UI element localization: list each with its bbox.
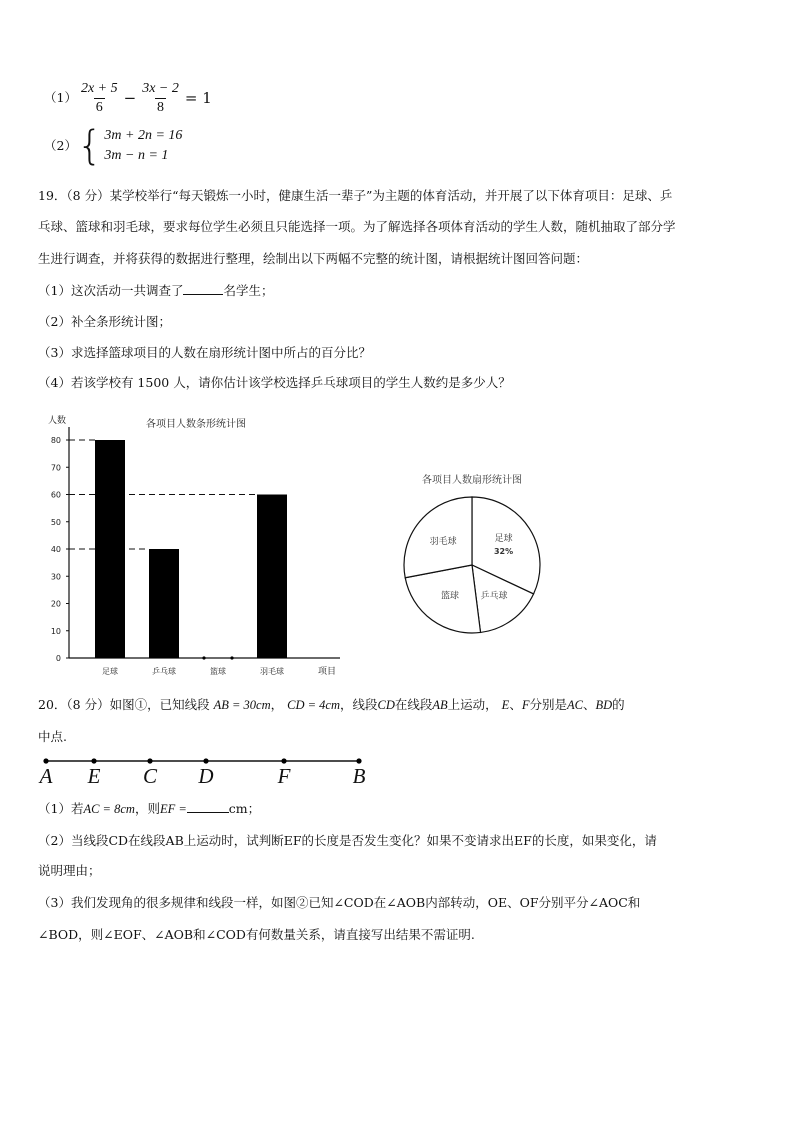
point-label: A [39,764,53,788]
system-equation-2: 3m − n = 1 [104,148,169,163]
equation-system [104,126,182,166]
q20-stem-line-1 [38,696,625,714]
q19-sub-question-2: （2）补全条形统计图； [38,314,171,329]
point-dot [147,758,152,763]
q19-stem-line-1: 19．（8 分）某学校举行“每天锻炼一小时，健康生活一辈子”为主题的体育活动，并开展了以下体育项目：足球、乒 [38,188,673,203]
segment-bd: BD [595,698,613,712]
q19-stem-line-3: 生进行调查，并将获得的数据进行整理，绘制出以下两幅不完整的统计图，请根据统计图回答问题： [38,251,589,266]
minus-sign: − [123,89,137,107]
pie-label: 乒乓球 [480,591,508,602]
y-tick-label: 10 [50,626,61,636]
point-label: D [198,764,214,788]
answer-blank[interactable] [183,282,223,295]
point-e: E [501,698,510,712]
y-tick-label: 0 [55,654,61,663]
point-label: F [277,764,291,788]
q18-fraction-1 [79,80,120,117]
q18-part1 [44,78,212,118]
fraction-1-numerator: 2x + 5 [80,80,118,96]
q20-sub1-unit: cm； [228,801,261,816]
q20-in-segment: 在线段 [394,697,433,712]
pie-label: 足球 [494,533,513,544]
bar-chart-title: 各项目人数条形统计图 [146,419,246,430]
q20-stem-mid: ，线段 [339,697,378,712]
q20-separator: ， [270,697,284,712]
q19-stem-line-2: 乓球、篮球和羽毛球，要求每位学生必须且只能选择一项。为了解选择各项体育活动的学生人数，随机抽取了部分学 [38,219,676,234]
y-tick-label: 60 [50,490,61,500]
q18-p2-label: （2） [44,138,77,153]
q20-stem-prefix: 20．（8 分）如图①，已知线段 [38,697,210,712]
pie-label: 羽毛球 [429,537,457,548]
q20-sub-question-3-line-1: （3）我们发现角的很多规律和线段一样，如图②已知∠COD在∠AOB内部转动，OE、OF分别平分∠AOC和 [38,895,641,910]
point-dot [203,758,208,763]
system-brace: { [76,123,103,169]
ac-given: AC = 8cm [83,802,135,816]
bar [95,440,125,658]
bar-chart [36,405,356,680]
y-tick-label: 20 [50,599,61,609]
point-label: C [142,764,158,788]
pie-chart-slices [404,497,540,633]
segment-ac: AC [566,698,583,712]
bar [149,549,179,658]
bar [257,495,287,659]
q20-sub-question-2-line-1: （2）当线段CD在线段AB上运动时，试判断EF的长度是否发生变化？如果不变请求出EF的长度，如果变化，请 [38,833,657,848]
q20-sub-question-2-line-2: 说明理由； [38,863,101,878]
bar-chart-y-axis-label: 人数 [48,416,67,426]
point-dot [91,758,96,763]
y-tick-label: 80 [50,436,61,445]
q20-de: 的 [612,697,625,712]
bar-empty-marker [202,656,205,659]
point-dot [356,758,361,763]
q19-sub-question-1 [38,282,273,300]
q18-fraction-2 [140,80,181,117]
fraction-2-denominator: 8 [157,99,165,115]
q19-sub-question-3: （3）求选择篮球项目的人数在扇形统计图中所占的百分比？ [38,345,371,360]
point-label: B [352,764,366,788]
q20-dun-1: 、 [509,697,522,712]
segment-figure [34,752,374,792]
fraction-2-numerator: 3x − 2 [142,80,179,96]
q20-sub-question-3-line-2: ∠BOD，则∠EOF、∠AOB和∠COD有何数量关系，请直接写出结果不需证明. [38,927,475,942]
category-label: 篮球 [210,667,226,676]
point-dot [281,758,286,763]
q20-sub-question-1 [38,800,260,818]
pie-chart-title: 各项目人数扇形统计图 [422,475,522,486]
q20-sub1-mid: ，则 [134,801,160,816]
category-label: 足球 [102,667,118,676]
category-label: 羽毛球 [260,667,284,676]
segment-points [38,758,366,788]
pie-percent-label: 32% [493,546,514,556]
segment-cd: CD [377,698,395,712]
bar-chart-y-ticks [51,436,69,663]
q20-dun-2: 、 [582,697,596,712]
pie-label: 篮球 [441,591,460,602]
category-label: 乒乓球 [152,667,176,676]
q20-sub1-prefix: （1）若 [38,801,84,816]
q19-sub1-prefix: （1）这次活动一共调查了 [38,283,184,298]
system-equation-1: 3m + 2n = 16 [104,128,183,143]
bar-chart-category-labels [102,666,284,676]
fraction-1-denominator: 6 [95,99,103,115]
answer-blank[interactable] [187,800,229,813]
point-f: F [521,698,530,712]
y-tick-label: 30 [50,572,61,582]
pie-chart [396,468,556,636]
point-dot [43,758,48,763]
bar-empty-marker [230,656,233,659]
q19-sub-question-4: （4）若该学校有 1500 人，请你估计该学校选择乒乓球项目的学生人数约是多少人？ [38,375,511,390]
bar-chart-x-axis-label: 项目 [318,667,337,677]
q20-stem-line-2: 中点. [38,729,67,744]
ef-equals: EF = [159,802,187,816]
y-tick-label: 40 [50,545,61,554]
y-tick-label: 50 [50,517,61,527]
q20-are-midpoints: 分别是 [529,697,567,712]
segment-ab: AB [432,698,448,712]
point-label: E [87,764,101,788]
equation-rhs: = 1 [184,89,212,107]
bar-chart-bars [95,440,287,660]
q18-part2 [44,124,182,168]
q20-moving: 上运动， [447,697,498,712]
cd-length: CD = 4cm [287,698,340,712]
q18-p1-label: （1） [44,90,77,105]
ab-length: AB = 30cm [213,698,271,712]
q19-sub1-suffix: 名学生； [223,283,274,298]
y-tick-label: 70 [50,463,61,473]
